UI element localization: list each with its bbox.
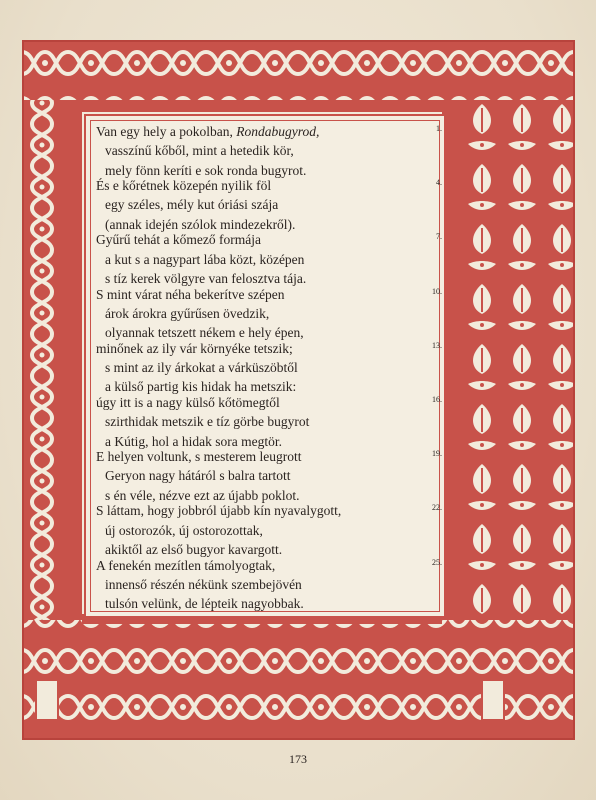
verse-line xyxy=(96,176,432,195)
line-number: 25. xyxy=(432,557,442,567)
verse-line-text: akiktől az első bugyor kavargott. xyxy=(105,541,283,557)
verse-line-text: Geryon nagy hátáról s balra tartott xyxy=(105,468,291,484)
verse-line-text: s én véle, nézve ezt az újabb poklot. xyxy=(105,487,300,503)
verse-line xyxy=(96,250,432,269)
verse-line xyxy=(96,304,432,323)
verse-line xyxy=(96,575,432,594)
stanza xyxy=(96,556,442,614)
verse-line xyxy=(96,339,432,358)
line-number: 10. xyxy=(432,286,442,296)
stanza xyxy=(96,176,442,234)
verse-line-text: árok árokra gyűrűsen övedzik, xyxy=(105,305,270,321)
verse-line-text: Van egy hely a pokolban, xyxy=(96,124,237,139)
verse-line xyxy=(96,358,432,377)
page-number: 173 xyxy=(289,752,307,766)
verse-line xyxy=(96,393,432,412)
verse-line xyxy=(96,521,432,540)
verse-line-text: szirthidak metszik e tíz görbe bugyrot xyxy=(105,414,310,430)
verse-line-text: S mint várat néha bekerítve szépen xyxy=(96,286,285,302)
line-number: 7. xyxy=(436,232,442,242)
verse-line-text: minőnek az ily vár környéke tetszik; xyxy=(96,340,293,356)
verse-line-text: E helyen voltunk, s mesterem leugrott xyxy=(96,449,302,465)
stanza xyxy=(96,122,442,180)
verse-line-text: (annak idején szólok mindezekről). xyxy=(105,216,296,232)
stanza xyxy=(96,447,442,505)
verse-line xyxy=(96,195,432,214)
line-number: 1. xyxy=(436,124,442,133)
line-number: 19. xyxy=(432,449,442,459)
verse-line xyxy=(96,556,432,575)
stanza xyxy=(96,230,442,288)
verse-line xyxy=(96,447,432,466)
line-number: 16. xyxy=(432,395,442,404)
verse-line-text: a külső partig kis hidak ha metszik: xyxy=(105,379,297,395)
verse-line-text: s tíz kerek völgyre van felosztva tája. xyxy=(105,270,307,286)
verse-line-text: a Kútig, hol a hidak sora megtör. xyxy=(105,433,282,449)
stanza xyxy=(96,501,442,559)
verse-line-text: A fenekén mezítlen támolyogtak, xyxy=(96,557,276,573)
verse-line-text: Gyűrű tehát a kőmező formája xyxy=(96,232,261,248)
verse-line-text: vasszínű kőből, mint a hetedik kör, xyxy=(105,143,294,159)
verse-line-text: úgy itt is a nagy külső kőtömegtől xyxy=(96,395,280,410)
verse-line xyxy=(96,122,432,141)
line-number: 22. xyxy=(432,503,442,513)
verse-line xyxy=(96,141,432,160)
verse-line-text: És e kőrétnek közepén nyilik föl xyxy=(96,178,272,194)
verse-line-text: egy széles, mély kut óriási szája xyxy=(105,197,279,213)
verse-line-text: tulsón velünk, de lépteik nagyobbak. xyxy=(105,596,304,612)
verse-line xyxy=(96,466,432,485)
verse-line xyxy=(96,412,432,431)
verse-line xyxy=(96,230,432,249)
stanza xyxy=(96,339,442,397)
line-number: 13. xyxy=(432,340,442,350)
stanza xyxy=(96,393,442,451)
stanza xyxy=(96,285,442,343)
italic-term: Rondabugyrod, xyxy=(236,124,320,139)
verse-line-text: új ostorozók, új ostorozottak, xyxy=(105,522,263,538)
verse-line-text: S láttam, hogy jobbról újabb kín nyavalygott, xyxy=(96,503,342,519)
verse-line-text: a kut s a nagypart lába közt, középen xyxy=(105,251,305,267)
verse-line xyxy=(96,501,432,520)
verse-line xyxy=(96,285,432,304)
verse-line-text: mely fönn keríti e sok ronda bugyrot. xyxy=(105,162,307,178)
line-number: 4. xyxy=(436,178,442,188)
verse-line xyxy=(96,594,432,613)
verse-panel xyxy=(84,114,446,618)
verse-line-text: olyannak tetszett nékem e hely épen, xyxy=(105,325,304,341)
verse-line-text: s mint az ily árkokat a várküszöbtől xyxy=(105,360,298,376)
verse-line-text: innenső részén nékünk szembejövén xyxy=(105,576,302,592)
